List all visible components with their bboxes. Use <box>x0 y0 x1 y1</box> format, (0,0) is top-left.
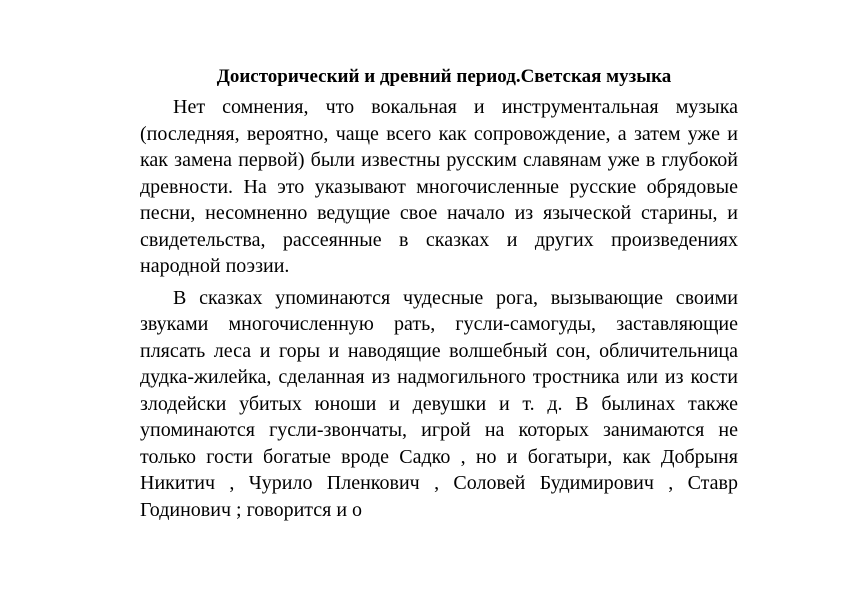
paragraph-2: В сказках упоминаются чудесные рога, вызывающие своими звуками многочисленную рать, гусли-самогуды, заставляющие плясать леса и горы и наводящие волшебный сон, обличительница дудка-жилейка, сделанная из надмогильного тростника или из кости злодейски убитых юноши и девушки и т. д. В былинах также упоминаются гусли-звончаты, игрой на которых занимаются не только гости богатые вроде Садко , но и богатыри, как Добрыня Никитич , Чурило Пленкович , Соловей Будимирович , Ставр Годинович ; говорится и о <box>140 286 738 521</box>
document-page <box>140 66 738 523</box>
document-title: Доисторический и древний период.Светская музыка <box>216 66 672 87</box>
paragraph-1: Нет сомнения, что вокальная и инструментальная музыка (последняя, вероятно, чаще всего как сопровождение, а затем уже и как замена первой) были известны русским славянам уже в глубокой древности. На это указывают многочисленные русские обрядовые песни, несомненно ведущие свое начало из языческой старины, и свидетельства, рассеянные в сказках и других произведениях народной поэзии. <box>140 96 738 277</box>
